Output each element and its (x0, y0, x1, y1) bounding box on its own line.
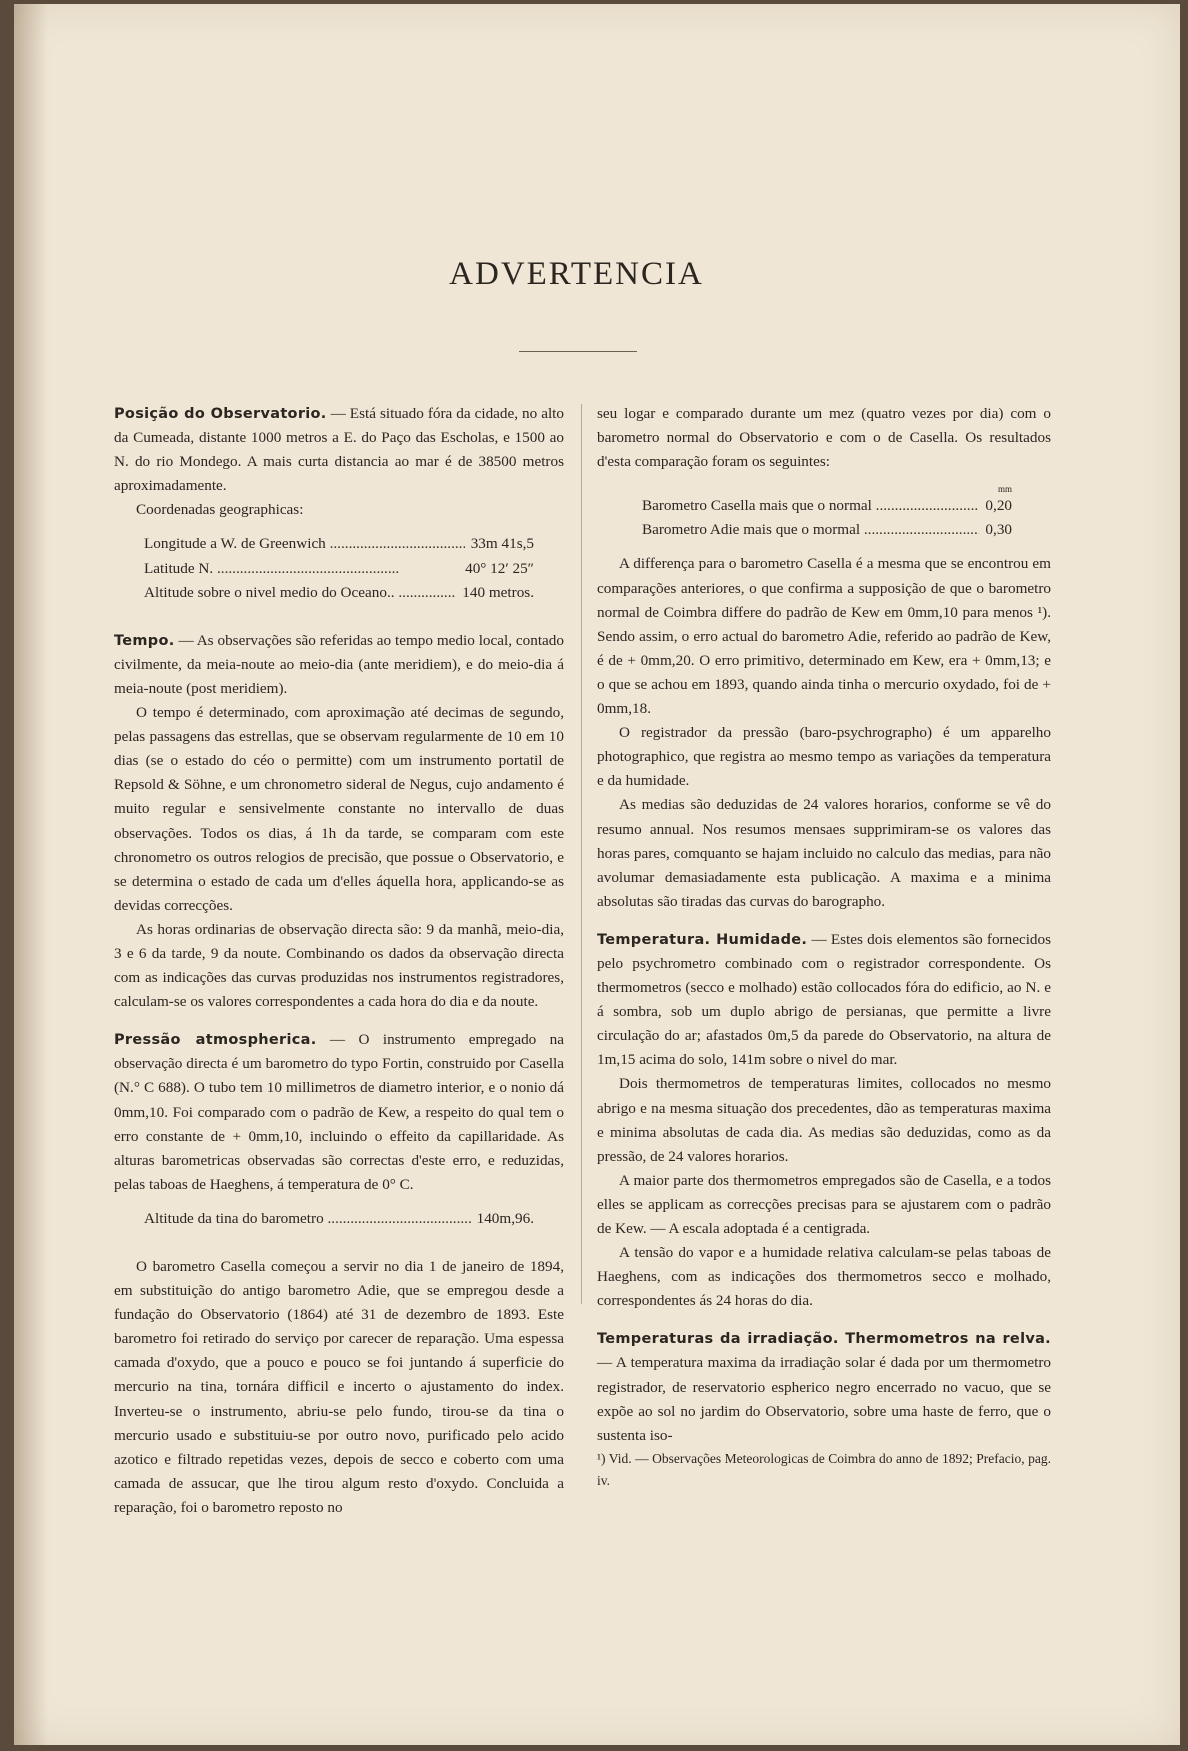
document-page (14, 4, 1180, 1745)
unit-row (642, 484, 1012, 494)
section-text-position: — Está situado fóra da cidade, no alto da Cumeada, distante 1000 metros a E. do Paço das Escholas, e 1500 ao N. do rio Mondego. A mais curta distancia ao mar é de 38500 metros aproximadamente. (114, 405, 564, 495)
page-title: ADVERTENCIA (449, 256, 704, 292)
comparison-label: Barometro Adie mais que o mormal ..... (642, 518, 979, 542)
section-heading-time: Tempo. (114, 632, 175, 649)
paragraph-temperature (597, 928, 1051, 1073)
paragraph-difference: A differença para o barometro Casella é a mesma que se encontrou em comparações anteriores, o que confirma a supposição de que o barometro normal de Coimbra differe do padrão de Kew em 0mm,10 para menos ¹). Sendo assim, o erro actual do barometro Adie, referido ao padrão de Kew, é de + 0mm,20. O erro primitivo, determinado em Kew, era + 0mm,13; e o que se achou em 1893, quando ainda tinha o mercurio oxydado, foi de + 0mm,18. (597, 555, 1051, 718)
altitude-value: 140m,96. (476, 1209, 534, 1227)
paragraph-irradiation (597, 1327, 1051, 1447)
altitude-table (144, 1207, 534, 1231)
title-divider (519, 351, 637, 352)
paragraph-registrador: O registrador da pressão (baro-psychrographo) é um apparelho photographico, que registra ao mesmo tempo as variações da temperatura e da humidade. (597, 724, 1051, 790)
section-heading-position: Posição do Observatorio. (114, 406, 327, 422)
section-heading-irradiation: Temperaturas da irradiação. Thermometros na relva. (597, 1331, 1051, 1348)
unit-label: mm (997, 484, 1012, 495)
footnote: ¹) Vid. — Observações Meteorologicas de Coimbra do anno de 1892; Prefacio, pag. iv. (597, 1450, 1051, 1488)
section-heading-pressure: Pressão atmospherica. (114, 1032, 317, 1049)
altitude-row (144, 1207, 534, 1231)
comparison-row (642, 518, 1012, 542)
paragraph-comparison: seu logar e comparado durante um mez (quatro vezes por dia) com o barometro normal do Observatorio e com o de Casella. Os resultados d'esta comparação foram os seguintes: (597, 405, 1051, 471)
comparison-value: 0,20 (985, 497, 1012, 515)
coord-row (144, 581, 534, 605)
coordinates-table (144, 532, 534, 604)
paragraph-observation-hours: As horas ordinarias de observação directa são: 9 da manhã, meio-dia, 3 e 6 da tarde, 9 da noute. Combinando os dados da observação directa com as indicações das curvas produzidas nos instrumentos registradores, calculam-se os valores correspondentes a cada hora do dia e da noute. (114, 920, 564, 1011)
comparison-table (642, 484, 1012, 542)
coord-label: Longitude a W. de Greenwich ..... (144, 532, 465, 556)
paragraph-vapor: A tensão do vapor e a humidade relativa calculam-se pelas taboas de Haeghens, com as indicações dos thermometros secco e molhado, correspondentes ás 24 horas do dia. (597, 1244, 1051, 1310)
right-column (597, 402, 1051, 1492)
section-text-pressure: — O instrumento empregado na observação directa é um barometro do typo Fortin, construido por Casella (N.° C 688). O tubo tem 10 millimetros de diametro interior, e o nonio dá 0mm,10. Foi comparado com o padrão de Kew, a respeito do qual tem o erro constante de + 0mm,10, incluindo o effeito da capillaridade. As alturas barometricas observadas são correctas d'este erro, e reduzidas, pelas taboas de Haeghens, á temperatura de 0° C. (114, 1031, 564, 1193)
section-text-temperature: — Estes dois elementos são fornecidos pelo psychrometro combinado com o registrador correspondente. Os thermometros (secco e molhado) estão collocados fóra do edificio, ao N. e á sombra, sob um duplo abrigo de persianas, que permitte a livre circulação do ar; afastados 0m,5 da parede do Observatorio, na altura de 1m,15 acima do solo, 141m sobre o nivel do mar. (597, 930, 1052, 1069)
comparison-value: 0,30 (985, 521, 1012, 539)
paragraph-limit-thermometers: Dois thermometros de temperaturas limites, collocados no mesmo abrigo e na mesma situação dos precedentes, dão as temperaturas maxima e minima absolutas de cada dia. As medias são deduzidas, como as da pressão, de 24 valores horarios. (597, 1075, 1051, 1165)
coord-value: 40° 12′ 25″ (465, 559, 534, 577)
paragraph-medias: As medias são deduzidas de 24 valores horarios, conforme se vê do resumo annual. Nos resumos mensaes supprimiram-se os valores das horas pares, comquanto se hajam incluido no calculo das medias, para não avolumar demasiadamente esta publicação. A maxima e a minima absolutas são tiradas das curvas do barographo. (597, 796, 1051, 910)
coord-row (144, 532, 534, 556)
left-column (114, 402, 564, 1520)
paragraph-time-determination: O tempo é determinado, com aproximação até decimas de segundo, pelas passagens das estrellas, que se observam regularmente de 10 em 10 dias (se o estado do céo o permitte) com um instrumento portatil de Repsold & Söhne, e um chronometro sideral de Negus, cujo andamento é muito regular e sensivelmente constante no intervallo de duas observações. Todos os dias, á 1h da tarde, se comparam com este chronometro os outros relogios de precisão, que possue o Observatorio, e se determina o estado de cada um d'elles áquella hora, applicando-se as devidas correcções. (114, 704, 564, 914)
coord-value: 33m 41s,5 (470, 535, 534, 553)
column-divider (581, 404, 582, 1304)
coord-row (144, 557, 534, 581)
coords-intro: Coordenadas geographicas: (136, 501, 304, 519)
section-text-time: — As observações são referidas ao tempo medio local, contado civilmente, da meia-noute ao meio-dia (ante meridiem), e do meio-dia á meia-noute (post meridiem). (114, 631, 564, 697)
section-heading-temperature: Temperatura. Humidade. (597, 931, 808, 948)
comparison-label: Barometro Casella mais que o normal ..... (642, 494, 979, 518)
coord-value: 140 metros. (462, 583, 534, 601)
paragraph-casella-barometer: O barometro Casella começou a servir no dia 1 de janeiro de 1894, em substituição do antigo barometro Adie, que se empregou desde a fundação do Observatorio (1864) até 31 de dezembro de 1893. Este barometro foi retirado do serviço por carecer de reparação. Uma espessa camada d'oxydo, que a pouco e pouco se foi juntando á superficie do mercurio na tina, tornára difficil e incerto o ajustamento do index. Inverteu-se o instrumento, abriu-se pelo fundo, tirou-se da tina o mercurio usado e substituiu-se por outro novo, purificado pelo acido azotico e filtrado repetidas vezes, depois de secco e coberto com uma camada de assucar, que lhe tirou algum resto d'oxydo. Concluida a reparação, foi o barometro reposto no (114, 1258, 564, 1516)
paragraph-pressure (114, 1028, 564, 1197)
section-text-irradiation: — A temperatura maxima da irradiação solar é dada por um thermometro registrador, de reservatorio espherico negro encerrado no vacuo, que se expõe ao sol no jardim do Observatorio, sobre uma haste de ferro, que o sustenta iso- (597, 1354, 1051, 1444)
coord-label: Altitude sobre o nivel medio do Oceano.. ..... (144, 581, 456, 605)
altitude-label: Altitude da tina do barometro ..... (144, 1207, 471, 1231)
coord-label: Latitude N. ..... (144, 557, 459, 581)
paragraph-observatory-position (114, 402, 564, 498)
paragraph-casella-thermometers: A maior parte dos thermometros empregados são de Casella, e a todos elles se applicam as correcções precisas para se ajustarem com o padrão de Kew. — A escala adoptada é a centigrada. (597, 1171, 1051, 1237)
paragraph-time (114, 629, 564, 701)
comparison-row (642, 494, 1012, 518)
